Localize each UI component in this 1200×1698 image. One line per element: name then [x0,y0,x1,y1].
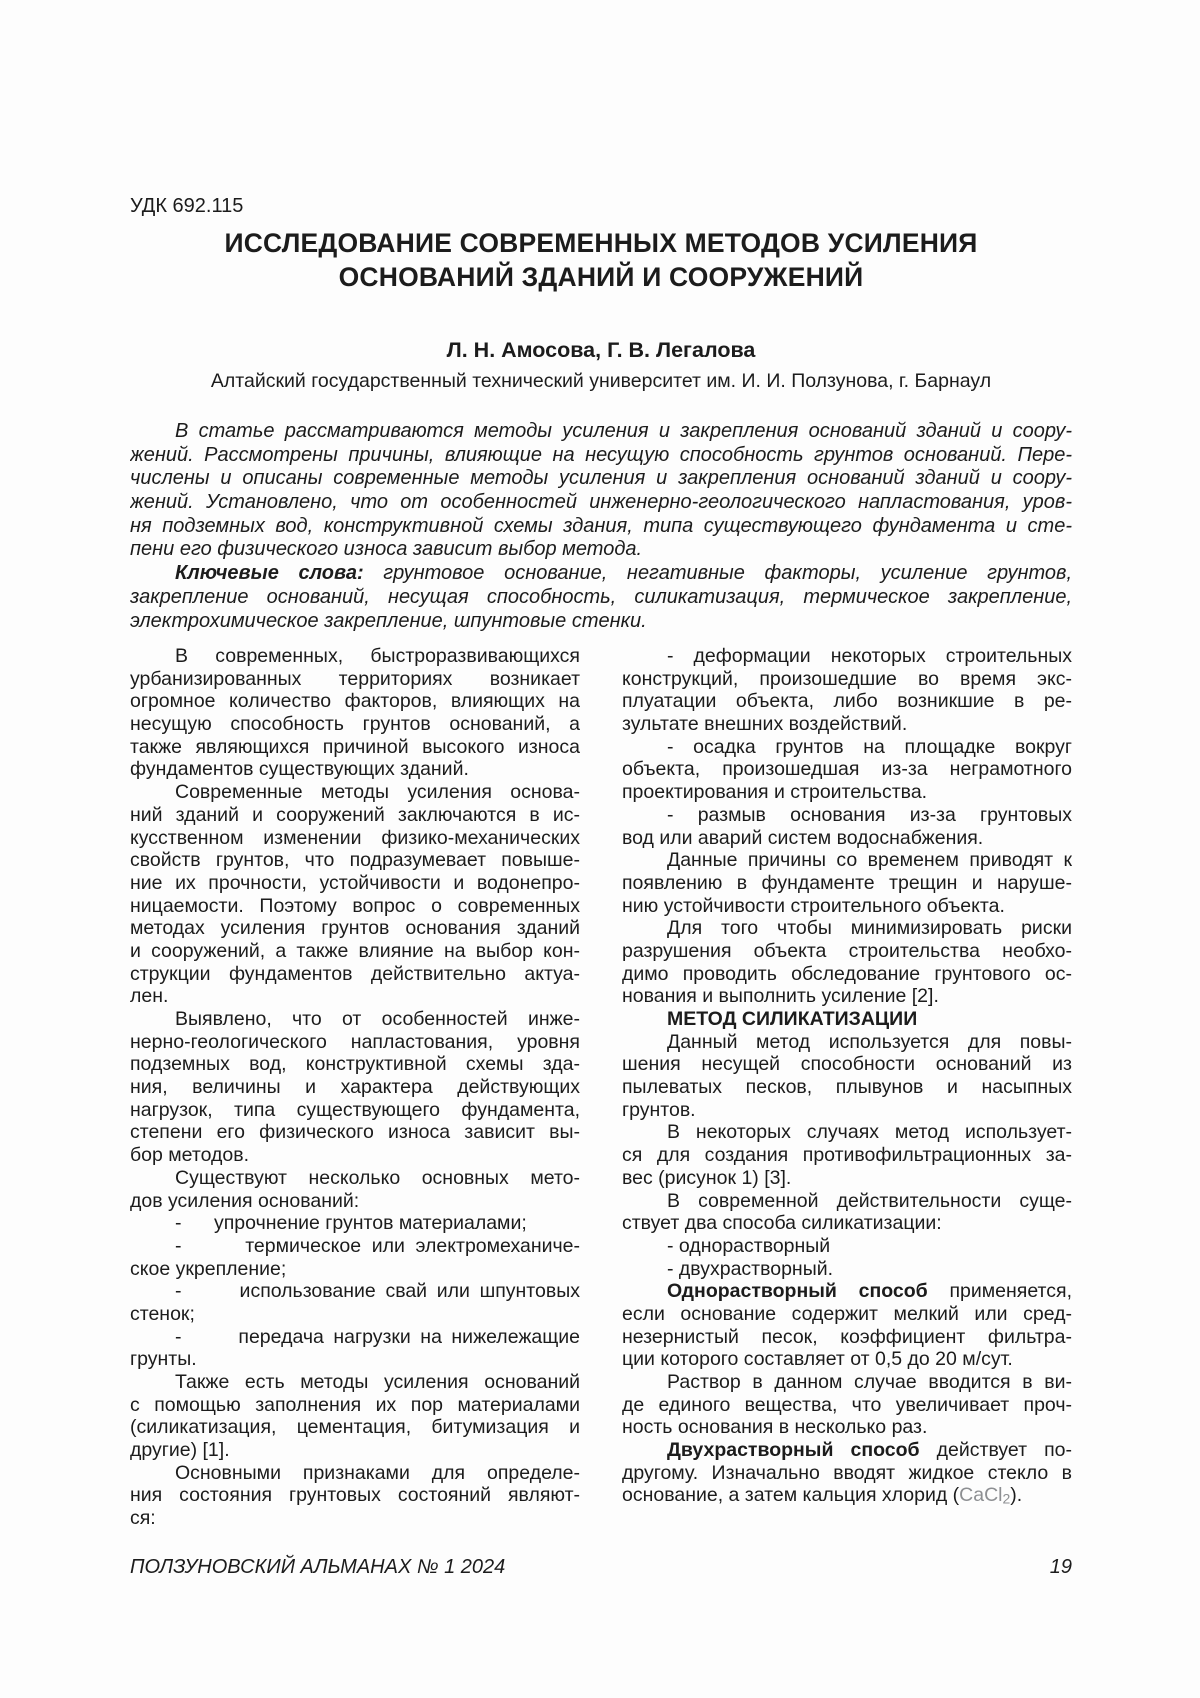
paragraph [622,1031,1072,1122]
text-line: стенок; [130,1302,195,1325]
text-line: другие) [1]. [130,1439,230,1462]
text-line: зультате внешних воздействий. [622,713,908,736]
left-column [130,645,580,1530]
paragraph [130,1212,580,1235]
text-line: жений. Установлено, что от особенностей инженерно-геологического напластования, уров- [130,491,1072,514]
paragraph [622,1258,1072,1281]
paragraph [130,1167,580,1212]
text-line: жений. Рассмотрены причины, влияющие на несущую способность грунтов оснований. Пере- [130,443,1072,466]
paragraph [622,645,1072,736]
text-line: свойств грунтов, что подразумевает повыше- [130,849,580,872]
text-line: объекта, произошедшая из-за неграмотного [622,758,1072,781]
text-line: вод или аварий систем водоснабжения. [622,826,984,849]
text-line: МЕТОД СИЛИКАТИЗАЦИИ [667,1008,918,1030]
section-heading [622,1008,1072,1031]
paragraph [130,420,1072,562]
text-line: числены и описаны современные методы усиления и закрепления оснований зданий и соору- [130,467,1072,490]
abstract-block [130,420,1072,633]
text-line: - деформации некоторых строительных [667,645,1072,667]
text-line: В современной действительности суще- [667,1189,1072,1212]
text-line: бор методов. [130,1144,250,1167]
text-line: несущую способность грунтов оснований, а [130,713,580,736]
emphasis-segment: Двухрастворный способ [667,1439,920,1462]
text-line: проектирования и строительства. [622,781,928,804]
text-line: урбанизированных территориях возникает [130,667,580,690]
body-columns [130,645,1072,1530]
text-line: степени его физического износа зависит вы- [130,1121,580,1144]
text-line: фундаментов существующих зданий. [130,758,469,781]
text-line: вес (рисунок 1) [3]. [622,1166,792,1189]
article-title-line2: ОСНОВАНИЙ ЗДАНИЙ И СООРУЖЕНИЙ [338,262,864,292]
chemical-formula-segment: CaCl [959,1484,1003,1507]
paragraph [622,849,1072,917]
text-line: и сооружений, а также влияние на выбор кон- [130,939,580,962]
text-line: Ключевые слова: грунтовое основание, негативные факторы, усиление грунтов, [175,562,1072,585]
text-line: появлению в фундаменте трещин и наруше- [622,871,1072,894]
text-line: подземных вод, конструктивной схемы зда- [130,1053,580,1076]
text-line: разрушения объекта строительства необхо- [622,939,1072,962]
text-line: Также есть методы усиления оснований [175,1371,580,1393]
text-line: Раствор в данном случае вводится в ви- [667,1371,1072,1393]
text-line: также являющихся причиной высокого износа [130,735,580,758]
text-line: - однорастворный [667,1234,831,1257]
text-line: ции которого составляет от 0,5 до 20 м/сут. [622,1348,1013,1371]
paragraph [130,1280,580,1325]
text-line: Основными признаками для определе- [175,1461,580,1484]
text-line: - осадка грунтов на площадке вокруг [667,735,1072,758]
text-line: де единого вещества, что увеличивает проч- [622,1393,1072,1416]
text-line: ние их прочности, устойчивости и водонепро- [130,871,580,894]
journal-name: ПОЛЗУНОВСКИЙ АЛЬМАНАХ № 1 2024 [130,1556,506,1578]
text-line: дов усиления оснований: [130,1189,360,1212]
text-line: нагрузок, типа существующего фундамента, [130,1098,580,1121]
text-line: ния, величины и характера действующих [130,1076,580,1099]
paragraph [622,1190,1072,1235]
text-line: пени его физического износа зависит выбор метода. [130,538,643,561]
text-line: грунтов. [622,1098,696,1121]
text-line: Выявлено, что от особенностей инже- [175,1008,580,1030]
paragraph [622,1280,1072,1371]
text-line: струкции фундаментов действительно актуа- [130,962,580,985]
paragraph [130,1235,580,1280]
text-line: незернистый песок, коэффициент фильтра- [622,1325,1072,1348]
paragraph [622,1121,1072,1189]
udc-code: УДК 692.115 [130,195,244,217]
emphasis-segment: Однорастворный способ [667,1280,928,1303]
text-line: нерно-геологического напластования, уровня [130,1030,580,1053]
text-line: В статье рассматриваются методы усиления и закрепления оснований зданий и соору- [175,420,1072,442]
text-line: ствует два способа силикатизации: [622,1212,942,1235]
article-title [130,226,1072,294]
text-line: нию устойчивости строительного объекта. [622,894,1005,917]
text-line: В современных, быстроразвивающихся [175,645,580,667]
paragraph [130,781,580,1008]
authors: Л. Н. Амосова, Г. В. Легалова [446,338,756,362]
text-line: ность основания в несколько раз. [622,1416,928,1439]
emphasis-segment: Ключевые слова: [175,562,364,585]
text-line: Существуют несколько основных мето- [175,1166,580,1189]
text-line: ское укрепление; [130,1257,287,1280]
text-line: - размыв основания из-за грунтовых [667,803,1072,826]
text-line: - упрочнение грунтов материалами; [175,1212,527,1235]
paragraph [622,917,1072,1008]
text-line: основание, а затем кальция хлорид (CaCl2). [622,1484,1023,1507]
paragraph [130,1371,580,1462]
text-line: ния состояния грунтовых состояний являют- [130,1484,580,1507]
text-line: (силикатизация, цементация, битумизация и [130,1416,580,1439]
text-line: ня подземных вод, конструктивной схемы здания, типа существующего фундамента и сте- [130,514,1072,537]
text-line: шения несущей способности оснований из [622,1053,1072,1076]
paragraph [622,1235,1072,1258]
text-line: димо проводить обследование грунтового ос- [622,962,1072,985]
text-line: ний зданий и сооружений заключаются в ис- [130,803,580,826]
text-line: другому. Изначально вводят жидкое стекло в [622,1461,1072,1484]
text-line: Данный метод используется для повы- [667,1030,1072,1053]
text-line: Современные методы усиления основа- [175,781,580,804]
paragraph [130,562,1072,633]
paragraph [622,1439,1072,1507]
text-line: нования и выполнить усиление [2]. [622,985,939,1008]
affiliation: Алтайский государственный технический университет им. И. И. Ползунова, г. Барнаул [210,370,992,392]
page-number: 19 [1049,1556,1072,1578]
paragraph [622,1371,1072,1439]
text-line: если основание содержит мелкий или сред- [622,1302,1072,1325]
text-line: В некоторых случаях метод использует- [667,1121,1072,1144]
text-line: лен. [130,985,169,1008]
article-title-line1: ИССЛЕДОВАНИЕ СОВРЕМЕННЫХ МЕТОДОВ УСИЛЕНИЯ [224,228,978,258]
text-line: с помощью заполнения их пор материалами [130,1393,580,1416]
text-line: плуатации объекта, либо возникшие в ре- [622,690,1072,713]
text-line: конструкций, произошедшие во время экс- [622,667,1072,690]
text-line: закрепление оснований, несущая способность, силикатизация, термическое закрепление, [130,585,1072,608]
text-line: Данные причины со временем приводят к [667,849,1072,872]
text-line: ся для создания противофильтрационных за- [622,1144,1072,1167]
text-line: ся: [130,1507,156,1530]
text-line: методах усиления грунтов основания зданий [130,917,580,940]
text-line: - двухрастворный. [667,1257,834,1280]
text-line: ницаемости. Поэтому вопрос о современных [130,894,580,917]
text-line: - передача нагрузки на нижележащие [175,1325,580,1348]
text-line: Двухрастворный способ действует по- [667,1439,1072,1462]
paragraph [130,1462,580,1530]
paragraph [622,736,1072,804]
text-line: Однорастворный способ применяется, [667,1280,1072,1303]
text-line: Для того чтобы минимизировать риски [667,917,1072,940]
paragraph [130,1008,580,1167]
text-line: - использование свай или шпунтовых [175,1280,580,1303]
paragraph [622,804,1072,849]
paragraph [130,1326,580,1371]
chemical-formula-segment: 2 [1002,1490,1011,1507]
text-line: пылеватых песков, плывунов и насыпных [622,1076,1072,1099]
text-line: кусственном изменении физико-механических [130,826,580,849]
text-line: электрохимическое закрепление, шпунтовые стенки. [130,609,647,632]
text-line: - термическое или электромеханиче- [175,1234,580,1257]
page-footer [130,1556,1072,1579]
paragraph [130,645,580,781]
right-column [622,645,1072,1530]
text-line: грунты. [130,1348,197,1371]
text-line: огромное количество факторов, влияющих на [130,690,580,713]
